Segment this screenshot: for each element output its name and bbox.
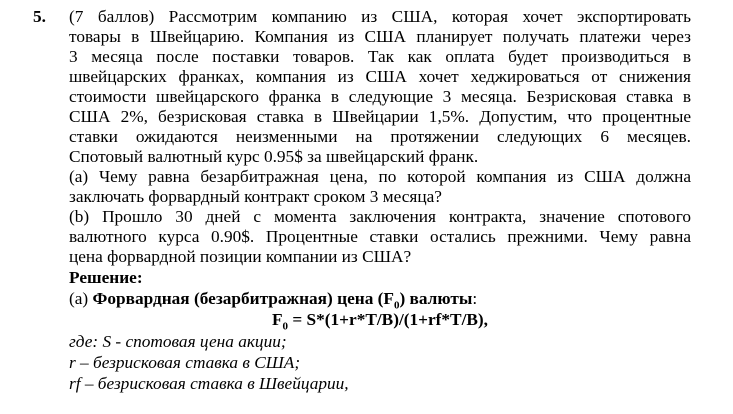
part-a-subscript: 0 xyxy=(393,299,400,312)
problem-line-3: 3 месяца после поставки товаров. Так как оплата будет производиться в xyxy=(69,47,691,66)
problem-line-4: швейцарских франках, компания из США хочет хеджироваться от снижения xyxy=(69,67,691,86)
question-b-line-2: валютного курса 0.90$. Процентные ставки остались прежними. Чему равна xyxy=(69,227,691,246)
question-a-line-2: заключать форвардный контракт сроком 3 месяца? xyxy=(69,187,442,206)
solution-heading: Решение: xyxy=(69,268,143,287)
problem-line-2: товары в Швейцарию. Компания из США планирует получать платежи через xyxy=(69,27,691,46)
part-a-title-end: ) валюты xyxy=(399,289,473,308)
part-a-colon: : xyxy=(472,289,478,308)
problem-number: 5. xyxy=(33,7,46,26)
formula-subscript: 0 xyxy=(282,320,289,333)
problem-line-1: (7 баллов) Рассмотрим компанию из США, которая хочет экспортировать xyxy=(69,7,691,26)
where-line-3: rf – безрисковая ставка в Швейцарии, xyxy=(69,374,349,393)
question-b-line-1: (b) Прошло 30 дней с момента заключения контракта, значение спотового xyxy=(69,207,691,226)
part-a-title: Форвардная (безарбитражная) цена (F xyxy=(92,289,394,308)
problem-line-8: Спотовый валютный курс 0.95$ за швейцарский франк. xyxy=(69,147,479,166)
problem-line-7: ставки ожидаются неизменными на протяжении следующих 6 месяцев. xyxy=(69,127,691,146)
part-a-prefix: (а) xyxy=(69,289,93,308)
formula-f: F xyxy=(271,310,283,329)
question-b-line-3: цена форвардной позиции компании из США? xyxy=(69,247,412,266)
problem-line-6: США 2%, безрисковая ставка в Швейцарии 1,5%. Допустим, что процентные xyxy=(69,107,691,126)
question-a-line-1: (а) Чему равна безарбитражная цена, по которой компания из США должна xyxy=(69,167,691,186)
where-line-1: где: S - спотовая цена акции; xyxy=(69,332,287,351)
where-line-2: r – безрисковая ставка в США; xyxy=(69,353,301,372)
problem-line-5: стоимости швейцарского франка в следующие 3 месяца. Безрисковая ставка в xyxy=(69,87,691,106)
formula-rest: = S*(1+r*T/B)/(1+rf*T/B), xyxy=(288,310,488,329)
